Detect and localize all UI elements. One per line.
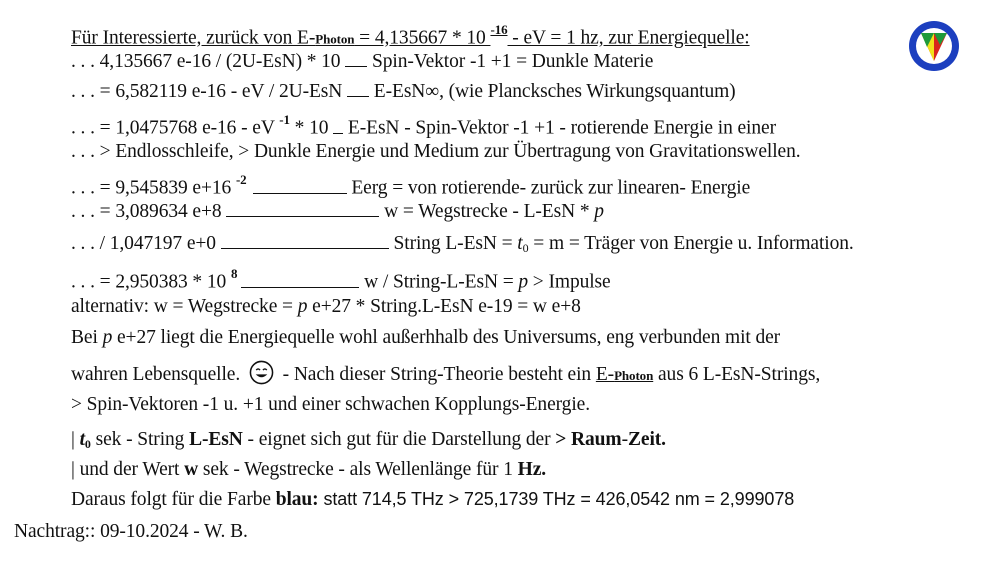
- line-9-exponent: 8: [230, 266, 238, 281]
- line-6-rest: Eerg = von rotierende- zurück zur linearen- Energie: [346, 177, 751, 199]
- line-2: [71, 50, 653, 74]
- line-15: [71, 458, 546, 482]
- line-14-text: sek - String: [90, 429, 190, 450]
- line-11-rest: e+27 liegt die Energiequelle wohl außerhhalb des Universums, eng verbunden mit der: [112, 327, 781, 348]
- line-7-rest: w = Wegstrecke - L-EsN *: [379, 201, 595, 222]
- zeit-bold: Zeit.: [627, 429, 666, 450]
- logo-icon: [907, 19, 961, 73]
- line-3-text: . . . = 6,582119 e-16 - eV / 2U-EsN: [71, 81, 348, 102]
- line-14: [71, 428, 666, 453]
- momentum-symbol: p: [297, 296, 308, 317]
- blank-line: [333, 117, 343, 134]
- line-4-text: . . . = 1,0475768 e-16 - eV: [71, 117, 280, 139]
- line-1-text: Für Interessierte, zurück von E-: [71, 27, 316, 49]
- line-13: [71, 393, 590, 417]
- line-6-text: . . . = 9,545839 e+16: [71, 177, 236, 199]
- line-12: [71, 360, 820, 388]
- blank-line: [253, 177, 347, 194]
- line-12-text: wahren Lebensquelle.: [71, 364, 245, 385]
- line-9-rest: > Impulse: [528, 271, 611, 293]
- line-4-exponent: -1: [279, 112, 290, 127]
- line-3-rest: E-EsN∞, (wie Plancksches Wirkungsquantum): [369, 81, 736, 102]
- line-1-exponent: -16: [490, 22, 508, 37]
- line-9: [71, 264, 611, 295]
- t0-subscript: 0: [84, 437, 91, 451]
- line-12-rest: aus 6 L-EsN-Strings,: [653, 364, 821, 385]
- t0-subscript: 0: [522, 241, 529, 255]
- blank-line: [221, 232, 389, 249]
- line-4: [71, 110, 776, 141]
- t0-symbol: t: [517, 233, 523, 254]
- t0-symbol: t: [79, 429, 85, 450]
- blau-bold: blau:: [275, 489, 319, 510]
- blank-line: [347, 80, 369, 97]
- blank-line: [345, 50, 367, 67]
- line-2-rest: Spin-Vektor -1 +1 = Dunkle Materie: [367, 51, 654, 72]
- line-1: [71, 20, 750, 52]
- nachtrag-text: Nachtrag:: 09-10.2024 - W. B.: [14, 521, 248, 542]
- footer-note: [14, 520, 248, 544]
- l-esn-bold: L-EsN: [189, 429, 243, 450]
- photon-subscript: Photon: [614, 368, 654, 383]
- line-15-text: | und der Wert: [71, 459, 185, 480]
- line-9-mid: w / String-L-EsN =: [359, 271, 519, 293]
- line-4-rest: E-EsN - Spin-Vektor -1 +1 - rotierende Energie in einer: [343, 117, 776, 139]
- line-9-text: . . . = 2,950383 * 10: [71, 271, 231, 293]
- line-16-text: Daraus folgt für die Farbe: [71, 489, 276, 510]
- line-3: [71, 80, 736, 104]
- line-16: [71, 487, 794, 512]
- line-15-mid: sek - Wegstrecke - als Wellenlänge für 1: [198, 459, 518, 480]
- blank-line: [226, 200, 379, 217]
- line-7-text: . . . = 3,089634 e+8: [71, 201, 227, 222]
- line-8: [71, 232, 854, 257]
- line-1-value: = 4,135667 * 10: [354, 27, 491, 49]
- line-10-text: alternativ: w = Wegstrecke =: [71, 296, 298, 317]
- line-13-text: > Spin-Vektoren -1 u. +1 und einer schwachen Kopplungs-Energie.: [71, 394, 590, 415]
- line-7: [71, 200, 604, 224]
- line-6-exponent: -2: [235, 172, 247, 187]
- line-8-rest: = m = Träger von Energie u. Information.: [528, 233, 854, 254]
- hyphen: -: [621, 429, 628, 450]
- line-10: [71, 295, 581, 319]
- e-photon-label: E-: [595, 364, 615, 385]
- line-11-text: Bei: [71, 327, 103, 348]
- smiley-icon: [249, 360, 274, 385]
- w-bold: w: [184, 459, 199, 480]
- momentum-symbol: p: [102, 327, 113, 348]
- raum-bold: > Raum: [555, 429, 622, 450]
- momentum-symbol: p: [594, 201, 604, 222]
- momentum-symbol: p: [518, 271, 529, 293]
- line-14-mid: - eignet sich gut für die Darstellung der: [242, 429, 556, 450]
- line-10-rest: e+27 * String.L-EsN e-19 = w e+8: [307, 296, 581, 317]
- line-2-text: . . . 4,135667 e-16 / (2U-EsN) * 10: [71, 51, 346, 72]
- line-6: [71, 170, 750, 201]
- line-12-mid: - Nach dieser String-Theorie besteht ein: [277, 364, 596, 385]
- hz-bold: Hz.: [517, 459, 547, 480]
- line-5: [71, 140, 801, 164]
- line-14-bar: |: [71, 429, 80, 450]
- line-8-text: . . . / 1,047197 e+0: [71, 233, 221, 254]
- line-5-text: . . . > Endlosschleife, > Dunkle Energie und Medium zur Übertragung von Gravitationswellen.: [71, 141, 801, 162]
- line-4-mid: * 10: [289, 117, 334, 139]
- line-1-rest: - eV = 1 hz, zur Energiequelle:: [507, 27, 750, 49]
- line-16-rest: statt 714,5 THz > 725,1739 THz = 426,0542 nm = 2,999078: [318, 489, 795, 509]
- photon-subscript: Photon: [315, 31, 355, 47]
- line-11: [71, 326, 780, 350]
- blank-line: [241, 271, 359, 288]
- line-8-mid: String L-EsN =: [388, 233, 518, 254]
